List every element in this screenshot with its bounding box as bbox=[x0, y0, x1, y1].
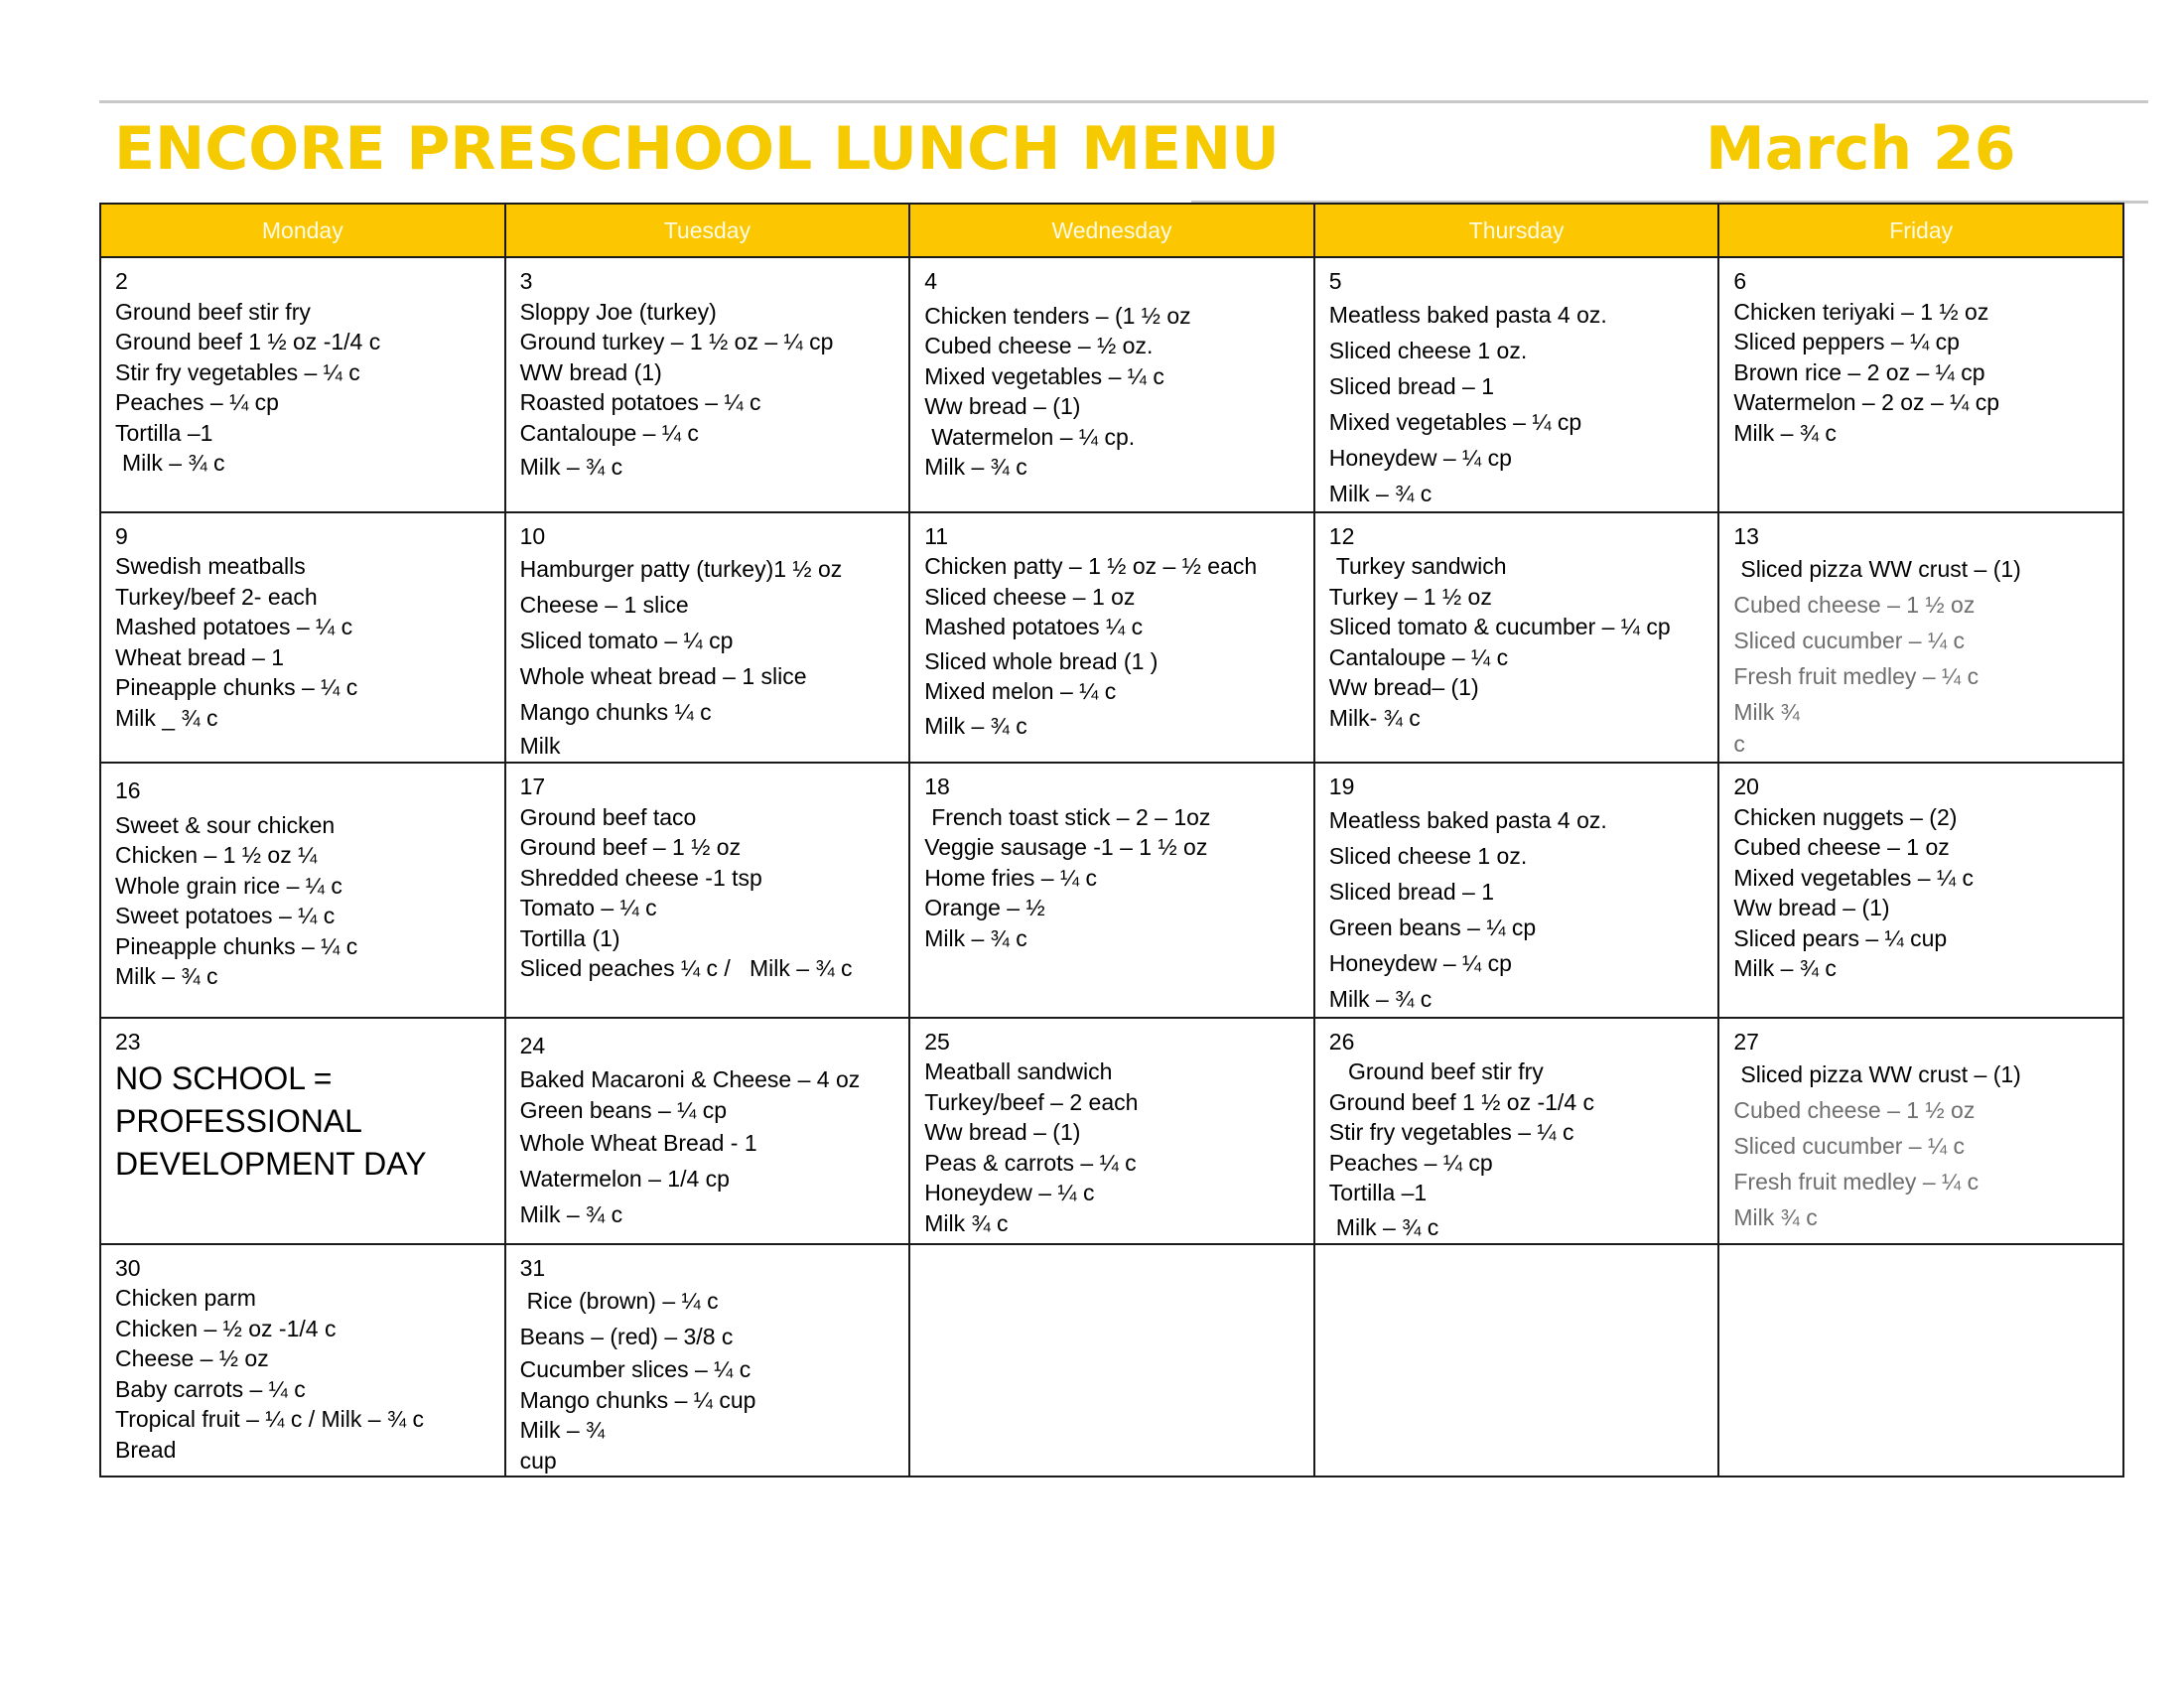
menu-item: Sliced cucumber – ¼ c bbox=[1733, 1133, 1966, 1159]
day-number: 31 bbox=[519, 1254, 546, 1281]
menu-date: March 26 bbox=[1706, 114, 2016, 184]
menu-item: Milk – ¾ c bbox=[924, 712, 1027, 739]
day-cell-mar-6 bbox=[1718, 257, 2123, 512]
day-cell-mar-9 bbox=[100, 512, 505, 764]
day-cell-mar-11 bbox=[909, 512, 1314, 764]
menu-item: Cantaloupe – ¼ c bbox=[519, 419, 699, 446]
menu-item: Sliced bread – 1 bbox=[1328, 372, 1495, 399]
menu-item: Green beans – ¼ cp bbox=[1328, 914, 1537, 940]
menu-item: Roasted potatoes – ¼ c bbox=[519, 389, 761, 415]
menu-item: Fresh fruit medley – ¼ c bbox=[1733, 663, 1979, 689]
menu-item: Meatball sandwich bbox=[924, 1058, 1113, 1084]
menu-item: Meatless baked pasta 4 oz. bbox=[1328, 806, 1607, 833]
menu-item: Home fries – ¼ c bbox=[924, 864, 1098, 891]
menu-item: Sliced cheese – 1 oz bbox=[924, 583, 1136, 610]
menu-item: Cantaloupe – ¼ c bbox=[1328, 643, 1509, 670]
week-row-4 bbox=[100, 1018, 2123, 1244]
day-number: 17 bbox=[519, 774, 546, 799]
menu-item: Cubed cheese – 1 ½ oz bbox=[1733, 592, 1976, 618]
menu-item: Mixed melon – ¼ c bbox=[924, 678, 1117, 704]
day-number: 30 bbox=[115, 1254, 141, 1281]
menu-item: Tropical fruit – ¼ c / Milk – ¾ c bbox=[115, 1406, 425, 1432]
menu-item: Milk – ¾ c bbox=[1733, 419, 1837, 446]
menu-item: Cheese – ½ oz bbox=[115, 1345, 269, 1371]
week-row-1 bbox=[100, 257, 2123, 512]
day-cell-mar-31 bbox=[505, 1244, 910, 1477]
day-cell-mar-27 bbox=[1718, 1018, 2123, 1244]
day-number: 20 bbox=[1733, 774, 1759, 799]
menu-item: Milk – ¾ c bbox=[122, 450, 225, 476]
menu-item: Ww bread – (1) bbox=[924, 1119, 1081, 1145]
empty-cell bbox=[909, 1244, 1314, 1477]
menu-item: Sliced tomato – ¼ cp bbox=[519, 628, 734, 653]
menu-item: Sliced cheese 1 oz. bbox=[1328, 337, 1528, 363]
day-number: 27 bbox=[1733, 1028, 1759, 1055]
menu-item: Mixed vegetables – ¼ c bbox=[1733, 864, 1975, 891]
menu-item: Turkey/beef – 2 each bbox=[924, 1088, 1139, 1115]
menu-item: Ground beef – 1 ½ oz bbox=[519, 834, 742, 860]
menu-item: Chicken nuggets – (2) bbox=[1733, 803, 1958, 830]
menu-item: Ground beef stir fry bbox=[1328, 1058, 1544, 1084]
menu-item: Turkey – 1 ½ oz bbox=[1328, 583, 1492, 610]
menu-item: Ground turkey – 1 ½ oz – ¼ cp bbox=[519, 329, 834, 354]
menu-item: Hamburger patty (turkey)1 ½ oz bbox=[519, 556, 843, 582]
menu-item: Milk bbox=[519, 733, 561, 759]
menu-item: Sliced cucumber – ¼ c bbox=[1733, 628, 1966, 653]
day-number: 24 bbox=[519, 1032, 546, 1058]
menu-item: Baby carrots – ¼ c bbox=[115, 1375, 306, 1402]
empty-cell bbox=[1718, 1244, 2123, 1477]
day-cell-mar-24 bbox=[505, 1018, 910, 1244]
week-row-5 bbox=[100, 1244, 2123, 1477]
day-number: 25 bbox=[924, 1028, 950, 1055]
header-friday: Friday bbox=[1718, 204, 2123, 257]
menu-item: Tortilla –1 bbox=[115, 419, 213, 446]
menu-item: Tomato – ¼ c bbox=[519, 895, 657, 920]
menu-item: Beans – (red) – 3/8 c bbox=[519, 1324, 734, 1349]
menu-item: Cubed cheese – ½ oz. bbox=[924, 333, 1154, 358]
menu-item: Sliced tomato & cucumber – ¼ cp bbox=[1328, 614, 1671, 639]
day-number: 13 bbox=[1733, 522, 1759, 549]
menu-item: Chicken teriyaki – 1 ½ oz bbox=[1733, 298, 1989, 325]
menu-item: Orange – ½ bbox=[924, 895, 1045, 920]
day-number: 12 bbox=[1328, 522, 1355, 549]
menu-item: Ground beef 1 ½ oz -1/4 c bbox=[115, 329, 381, 354]
menu-item: cup bbox=[519, 1447, 557, 1474]
menu-item: Stir fry vegetables – ¼ c bbox=[1328, 1119, 1574, 1145]
menu-item: Mashed potatoes ¼ c bbox=[924, 614, 1144, 639]
menu-item: Sliced cheese 1 oz. bbox=[1328, 842, 1528, 869]
day-cell-mar-23 bbox=[100, 1018, 505, 1244]
menu-item: Pineapple chunks – ¼ c bbox=[115, 932, 358, 959]
menu-item: Tortilla –1 bbox=[1328, 1180, 1428, 1205]
menu-item: Milk ¾ bbox=[1733, 699, 1800, 725]
menu-item: Milk – ¾ c bbox=[519, 454, 623, 480]
day-cell-mar-5 bbox=[1314, 257, 1719, 512]
day-number: 6 bbox=[1733, 268, 1747, 294]
menu-item: c bbox=[1733, 731, 1745, 757]
menu-item: Sliced whole bread (1 ) bbox=[924, 647, 1159, 674]
menu-item: Ground beef 1 ½ oz -1/4 c bbox=[1328, 1088, 1594, 1115]
menu-item: Brown rice – 2 oz – ¼ cp bbox=[1733, 358, 1985, 385]
no-school-note: NO SCHOOL = bbox=[115, 1060, 333, 1096]
menu-item: Turkey sandwich bbox=[1335, 553, 1507, 579]
menu-item: Honeydew – ¼ cp bbox=[1328, 949, 1512, 976]
day-number: 3 bbox=[519, 268, 533, 294]
menu-item: Cheese – 1 slice bbox=[519, 592, 689, 618]
menu-item: Chicken parm bbox=[115, 1285, 256, 1311]
weekday-header-row bbox=[100, 204, 2123, 257]
menu-item: Milk – ¾ c bbox=[1335, 1213, 1439, 1240]
day-number: 11 bbox=[924, 522, 949, 549]
day-number: 19 bbox=[1328, 774, 1355, 799]
menu-item: Baked Macaroni & Cheese – 4 oz bbox=[519, 1066, 861, 1092]
menu-item: Pineapple chunks – ¼ c bbox=[115, 674, 358, 700]
menu-item: Honeydew – ¼ cp bbox=[1328, 444, 1512, 471]
menu-item: Rice (brown) – ¼ c bbox=[526, 1288, 719, 1314]
menu-item: Ww bread – (1) bbox=[1733, 895, 1890, 920]
menu-item: Sliced pizza WW crust – (1) bbox=[1740, 1061, 2021, 1087]
day-number: 9 bbox=[115, 522, 128, 549]
day-number: 10 bbox=[519, 522, 546, 549]
header-monday: Monday bbox=[100, 204, 505, 257]
menu-item: Whole grain rice – ¼ c bbox=[115, 872, 342, 899]
menu-item: WW bread (1) bbox=[519, 358, 662, 385]
no-school-note: PROFESSIONAL bbox=[115, 1103, 362, 1139]
menu-item: Veggie sausage -1 – 1 ½ oz bbox=[924, 834, 1208, 860]
day-number: 26 bbox=[1328, 1028, 1355, 1055]
menu-item: Meatless baked pasta 4 oz. bbox=[1328, 301, 1607, 328]
week-row-2 bbox=[100, 512, 2123, 764]
menu-item: Wheat bread – 1 bbox=[115, 643, 285, 670]
menu-item: Bread bbox=[115, 1436, 177, 1463]
menu-item: Honeydew – ¼ c bbox=[924, 1180, 1095, 1205]
menu-item: Peaches – ¼ cp bbox=[1328, 1149, 1493, 1176]
day-number: 4 bbox=[924, 268, 937, 294]
menu-item: Milk ¾ c bbox=[1733, 1204, 1818, 1230]
menu-item: Milk ¾ c bbox=[924, 1209, 1009, 1236]
header-thursday: Thursday bbox=[1314, 204, 1719, 257]
day-cell-mar-20 bbox=[1718, 763, 2123, 1018]
menu-item: Fresh fruit medley – ¼ c bbox=[1733, 1169, 1979, 1195]
menu-item: Mango chunks ¼ c bbox=[519, 699, 712, 725]
menu-item: Mixed vegetables – ¼ cp bbox=[1328, 408, 1582, 435]
menu-item: Stir fry vegetables – ¼ c bbox=[115, 358, 360, 385]
menu-item: Milk – ¾ c bbox=[924, 454, 1027, 480]
menu-item: French toast stick – 2 – 1oz bbox=[931, 803, 1211, 830]
menu-item: Milk- ¾ c bbox=[1328, 704, 1421, 731]
menu-item: Sliced peaches ¼ c / Milk – ¾ c bbox=[519, 955, 853, 981]
menu-item: Sloppy Joe (turkey) bbox=[519, 298, 717, 325]
menu-item: Mango chunks – ¼ cup bbox=[519, 1386, 756, 1413]
menu-item: Milk – ¾ c bbox=[1328, 480, 1433, 506]
day-cell-mar-10 bbox=[505, 512, 910, 764]
menu-item: Milk – ¾ c bbox=[115, 963, 218, 989]
menu-item: Chicken tenders – (1 ½ oz bbox=[924, 302, 1191, 329]
menu-item: Ww bread – (1) bbox=[924, 393, 1081, 419]
day-cell-mar-26 bbox=[1314, 1018, 1719, 1244]
menu-item: Cucumber slices – ¼ c bbox=[519, 1356, 751, 1382]
empty-cell bbox=[1314, 1244, 1719, 1477]
day-number: 23 bbox=[115, 1028, 141, 1055]
menu-item: Green beans – ¼ cp bbox=[519, 1096, 728, 1123]
menu-item: Milk – ¾ c bbox=[1328, 985, 1433, 1012]
menu-item: Sweet & sour chicken bbox=[115, 811, 336, 838]
day-cell-mar-30 bbox=[100, 1244, 505, 1477]
menu-item: Milk – ¾ bbox=[519, 1417, 606, 1443]
day-number: 16 bbox=[115, 777, 141, 803]
menu-item: Sliced pears – ¼ cup bbox=[1733, 924, 1948, 951]
menu-item: Whole wheat bread – 1 slice bbox=[519, 663, 807, 689]
menu-item: Milk – ¾ c bbox=[924, 924, 1027, 951]
menu-item: Ground beef taco bbox=[519, 803, 697, 830]
menu-item: Mixed vegetables – ¼ c bbox=[924, 362, 1164, 389]
day-cell-mar-12 bbox=[1314, 512, 1719, 764]
menu-item: Shredded cheese -1 tsp bbox=[519, 864, 762, 891]
menu-item: Whole Wheat Bread - 1 bbox=[519, 1130, 757, 1156]
day-cell-mar-3 bbox=[505, 257, 910, 512]
menu-item: Cubed cheese – 1 ½ oz bbox=[1733, 1097, 1976, 1123]
menu-item: Watermelon – 1/4 cp bbox=[519, 1166, 730, 1192]
day-cell-mar-18 bbox=[909, 763, 1314, 1018]
menu-item: Sweet potatoes – ¼ c bbox=[115, 903, 336, 928]
menu-item: Ww bread– (1) bbox=[1328, 674, 1479, 700]
menu-item: Peaches – ¼ cp bbox=[115, 389, 279, 415]
day-cell-mar-4 bbox=[909, 257, 1314, 512]
menu-item: Watermelon – 2 oz – ¼ cp bbox=[1733, 389, 1999, 415]
day-cell-mar-2 bbox=[100, 257, 505, 512]
menu-item: Milk _ ¾ c bbox=[115, 704, 218, 731]
menu-item: Sliced bread – 1 bbox=[1328, 878, 1495, 905]
menu-item: Chicken – ½ oz -1/4 c bbox=[115, 1315, 337, 1341]
menu-item: Turkey/beef 2- each bbox=[115, 583, 318, 610]
menu-item: Chicken – 1 ½ oz ¼ bbox=[115, 842, 318, 868]
day-cell-mar-13 bbox=[1718, 512, 2123, 764]
menu-item: Swedish meatballs bbox=[115, 553, 306, 579]
menu-item: Tortilla (1) bbox=[519, 924, 620, 951]
day-cell-mar-16 bbox=[100, 763, 505, 1018]
day-cell-mar-17 bbox=[505, 763, 910, 1018]
lunch-menu-table bbox=[99, 203, 2124, 1477]
menu-title: ENCORE PRESCHOOL LUNCH MENU bbox=[114, 114, 1280, 184]
menu-item: Sliced peppers – ¼ cp bbox=[1733, 329, 1960, 354]
menu-item: Cubed cheese – 1 oz bbox=[1733, 834, 1950, 860]
day-cell-mar-19 bbox=[1314, 763, 1719, 1018]
day-number: 18 bbox=[924, 774, 950, 799]
menu-item: Chicken patty – 1 ½ oz – ½ each bbox=[924, 553, 1258, 579]
top-rule bbox=[99, 100, 2148, 103]
day-number: 5 bbox=[1328, 268, 1342, 294]
header-wednesday: Wednesday bbox=[909, 204, 1314, 257]
menu-item: Ground beef stir fry bbox=[115, 298, 311, 325]
week-row-3 bbox=[100, 763, 2123, 1018]
menu-item: Milk – ¾ c bbox=[1733, 955, 1837, 981]
menu-item: Sliced pizza WW crust – (1) bbox=[1740, 556, 2021, 582]
header-tuesday: Tuesday bbox=[505, 204, 910, 257]
day-number: 2 bbox=[115, 268, 128, 294]
menu-item: Watermelon – ¼ cp. bbox=[931, 423, 1136, 450]
no-school-note: DEVELOPMENT DAY bbox=[115, 1146, 427, 1182]
day-cell-mar-25 bbox=[909, 1018, 1314, 1244]
menu-item: Milk – ¾ c bbox=[519, 1201, 623, 1227]
menu-item: Peas & carrots – ¼ c bbox=[924, 1149, 1137, 1176]
menu-item: Mashed potatoes – ¼ c bbox=[115, 614, 353, 639]
